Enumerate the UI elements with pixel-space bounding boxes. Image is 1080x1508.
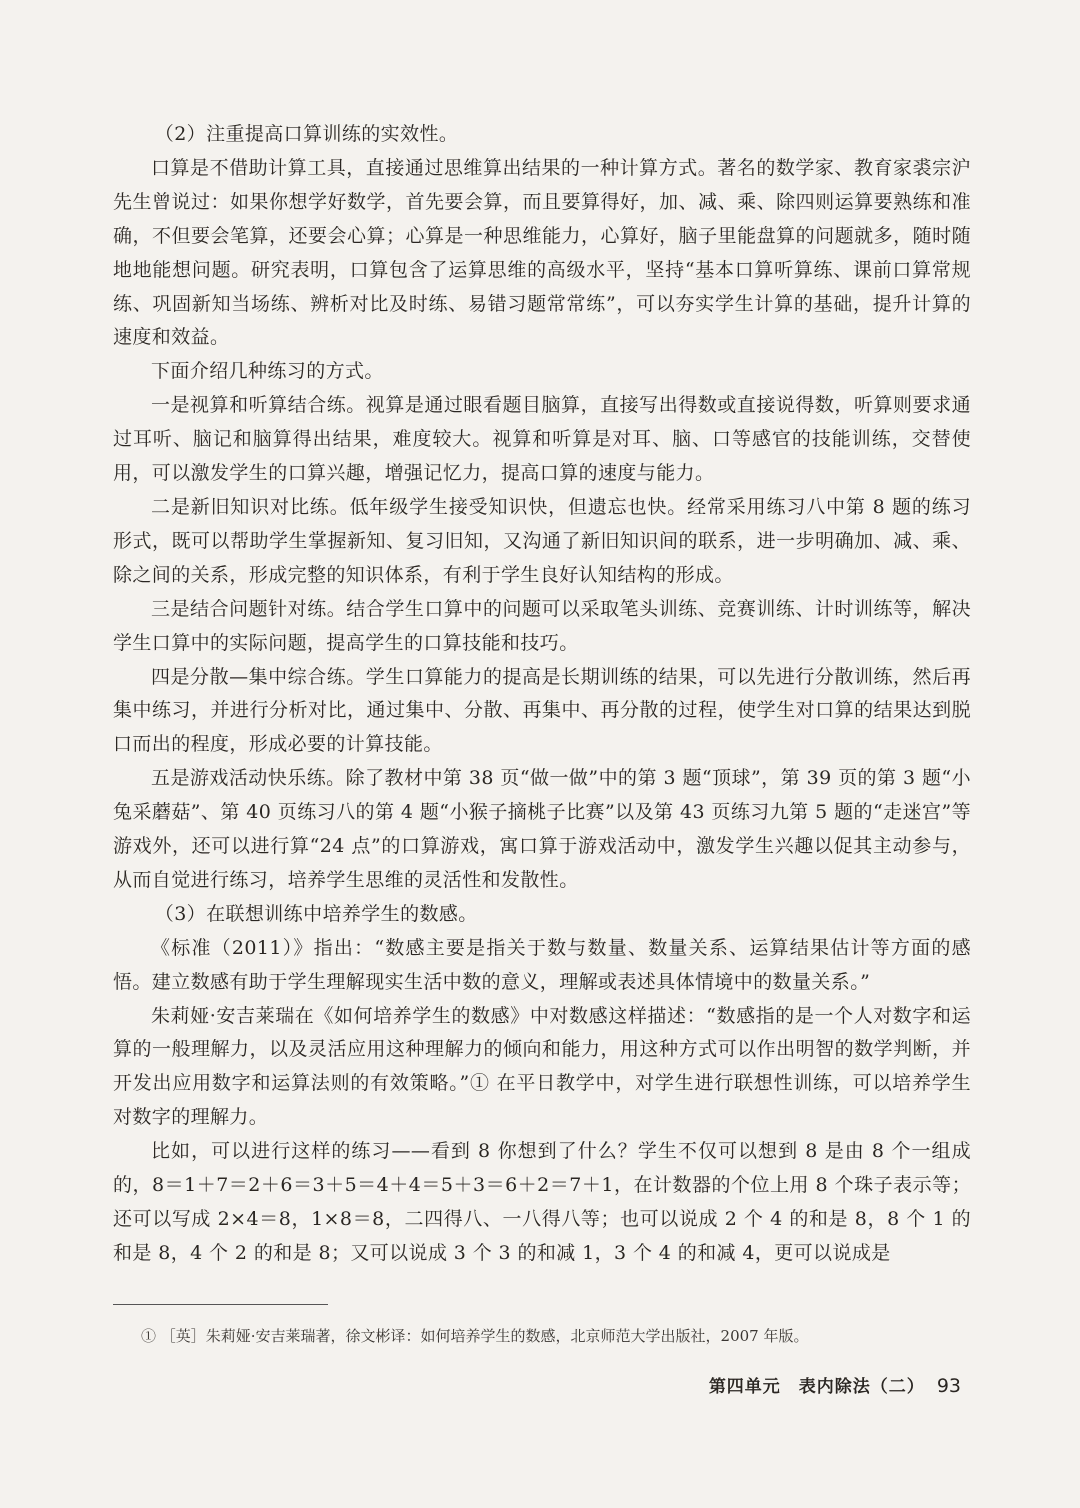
body-text bbox=[113, 118, 971, 1271]
subheading-3: （3）在联想训练中培养学生的数感。 bbox=[154, 902, 478, 925]
paragraph-method-3: 三是结合问题针对练。结合学生口算中的问题可以采取笔头训练、竞赛训练、计时训练等，解决学生口算中的实际问题，提高学生的口算技能和技巧。 bbox=[113, 597, 971, 654]
paragraph-julia-quote: 朱莉娅·安吉莱瑞在《如何培养学生的数感》中对数感这样描述：“数感指的是一个人对数字和运算的一般理解力，以及灵活应用这种理解力的倾向和能力，用这种方式可以作出明智的数学判断，并开发出应用数字和运算法则的有效策略。”① 在平日教学中，对学生进行联想性训练，可以培养学生对数字的理解力。 bbox=[113, 1004, 971, 1129]
unit-title: 第四单元 表内除法（二） bbox=[708, 1377, 925, 1397]
running-footer bbox=[709, 1372, 961, 1397]
paragraph-method-2: 二是新旧知识对比练。低年级学生接受知识快，但遗忘也快。经常采用练习八中第 8 题的练习形式，既可以帮助学生掌握新知、复习旧知，又沟通了新旧知识间的联系，进一步明确加、减、乘、除之间的关系，形成完整的知识体系，有利于学生良好认知结构的形成。 bbox=[113, 495, 971, 586]
paragraph-example-8: 比如，可以进行这样的练习——看到 8 你想到了什么？学生不仅可以想到 8 是由 8 个一组成的，8＝1＋7＝2＋6＝3＋5＝4＋4＝5＋3＝6＋2＝7＋1，在计数器的个位上用 8 个珠子表示等；还可以写成 2×4＝8，1×8＝8，二四得八、一八得八等；也可以说成 2 个 4 的和是 8，8 个 1 的和是 8，4 个 2 的和是 8；又可以说成 3 个 3 的和减 1，3 个 4 的和减 4，更可以说成是 bbox=[113, 1140, 971, 1264]
paragraph-standard-quote: 《标准（2011）》指出：“数感主要是指关于数与数量、数量关系、运算结果估计等方面的感悟。建立数感有助于学生理解现实生活中数的意义，理解或表述具体情境中的数量关系。” bbox=[113, 936, 971, 993]
paragraph-mental-arithmetic: 口算是不借助计算工具，直接通过思维算出结果的一种计算方式。著名的数学家、教育家裘宗沪先生曾说过：如果你想学好数学，首先要会算，而且要算得好，加、减、乘、除四则运算要熟练和准确，不但要会笔算，还要会心算；心算是一种思维能力，心算好，脑子里能盘算的问题就多，随时随地地能想问题。研究表明，口算包含了运算思维的高级水平，坚持“基本口算听算练、课前口算常规练、巩固新知当场练、辨析对比及时练、易错习题常常练”，可以夯实学生计算的基础，提升计算的速度和效益。 bbox=[113, 156, 971, 349]
paragraph-intro-methods: 下面介绍几种练习的方式。 bbox=[151, 360, 384, 383]
page-number: 93 bbox=[936, 1375, 961, 1397]
paragraph-method-5: 五是游戏活动快乐练。除了教材中第 38 页“做一做”中的第 3 题“顶球”，第 39 页的第 3 题“小兔采蘑菇”、第 40 页练习八的第 4 题“小猴子摘桃子比赛”以及第 43 页练习九第 5 题的“走迷宫”等游戏外，还可以进行算“24 点”的口算游戏，寓口算于游戏活动中，激发学生兴趣以促其主动参与，从而自觉进行练习，培养学生思维的灵活性和发散性。 bbox=[113, 767, 971, 891]
footnote-divider bbox=[113, 1304, 328, 1305]
paragraph-method-1: 一是视算和听算结合练。视算是通过眼看题目脑算，直接写出得数或直接说得数，听算则要求通过耳听、脑记和脑算得出结果，难度较大。视算和听算是对耳、脑、口等感官的技能训练，交替使用，可以激发学生的口算兴趣，增强记忆力，提高口算的速度与能力。 bbox=[113, 394, 971, 485]
paragraph-method-4: 四是分散—集中综合练。学生口算能力的提高是长期训练的结果，可以先进行分散训练，然后再集中练习，并进行分析对比，通过集中、分散、再集中、再分散的过程，使学生对口算的结果达到脱口而出的程度，形成必要的计算技能。 bbox=[113, 665, 971, 756]
subheading-2: （2）注重提高口算训练的实效性。 bbox=[154, 123, 459, 145]
footnote: ① ［英］朱莉娅·安吉莱瑞著，徐文彬译：如何培养学生的数感，北京师范大学出版社，2007 年版。 bbox=[141, 1327, 809, 1345]
